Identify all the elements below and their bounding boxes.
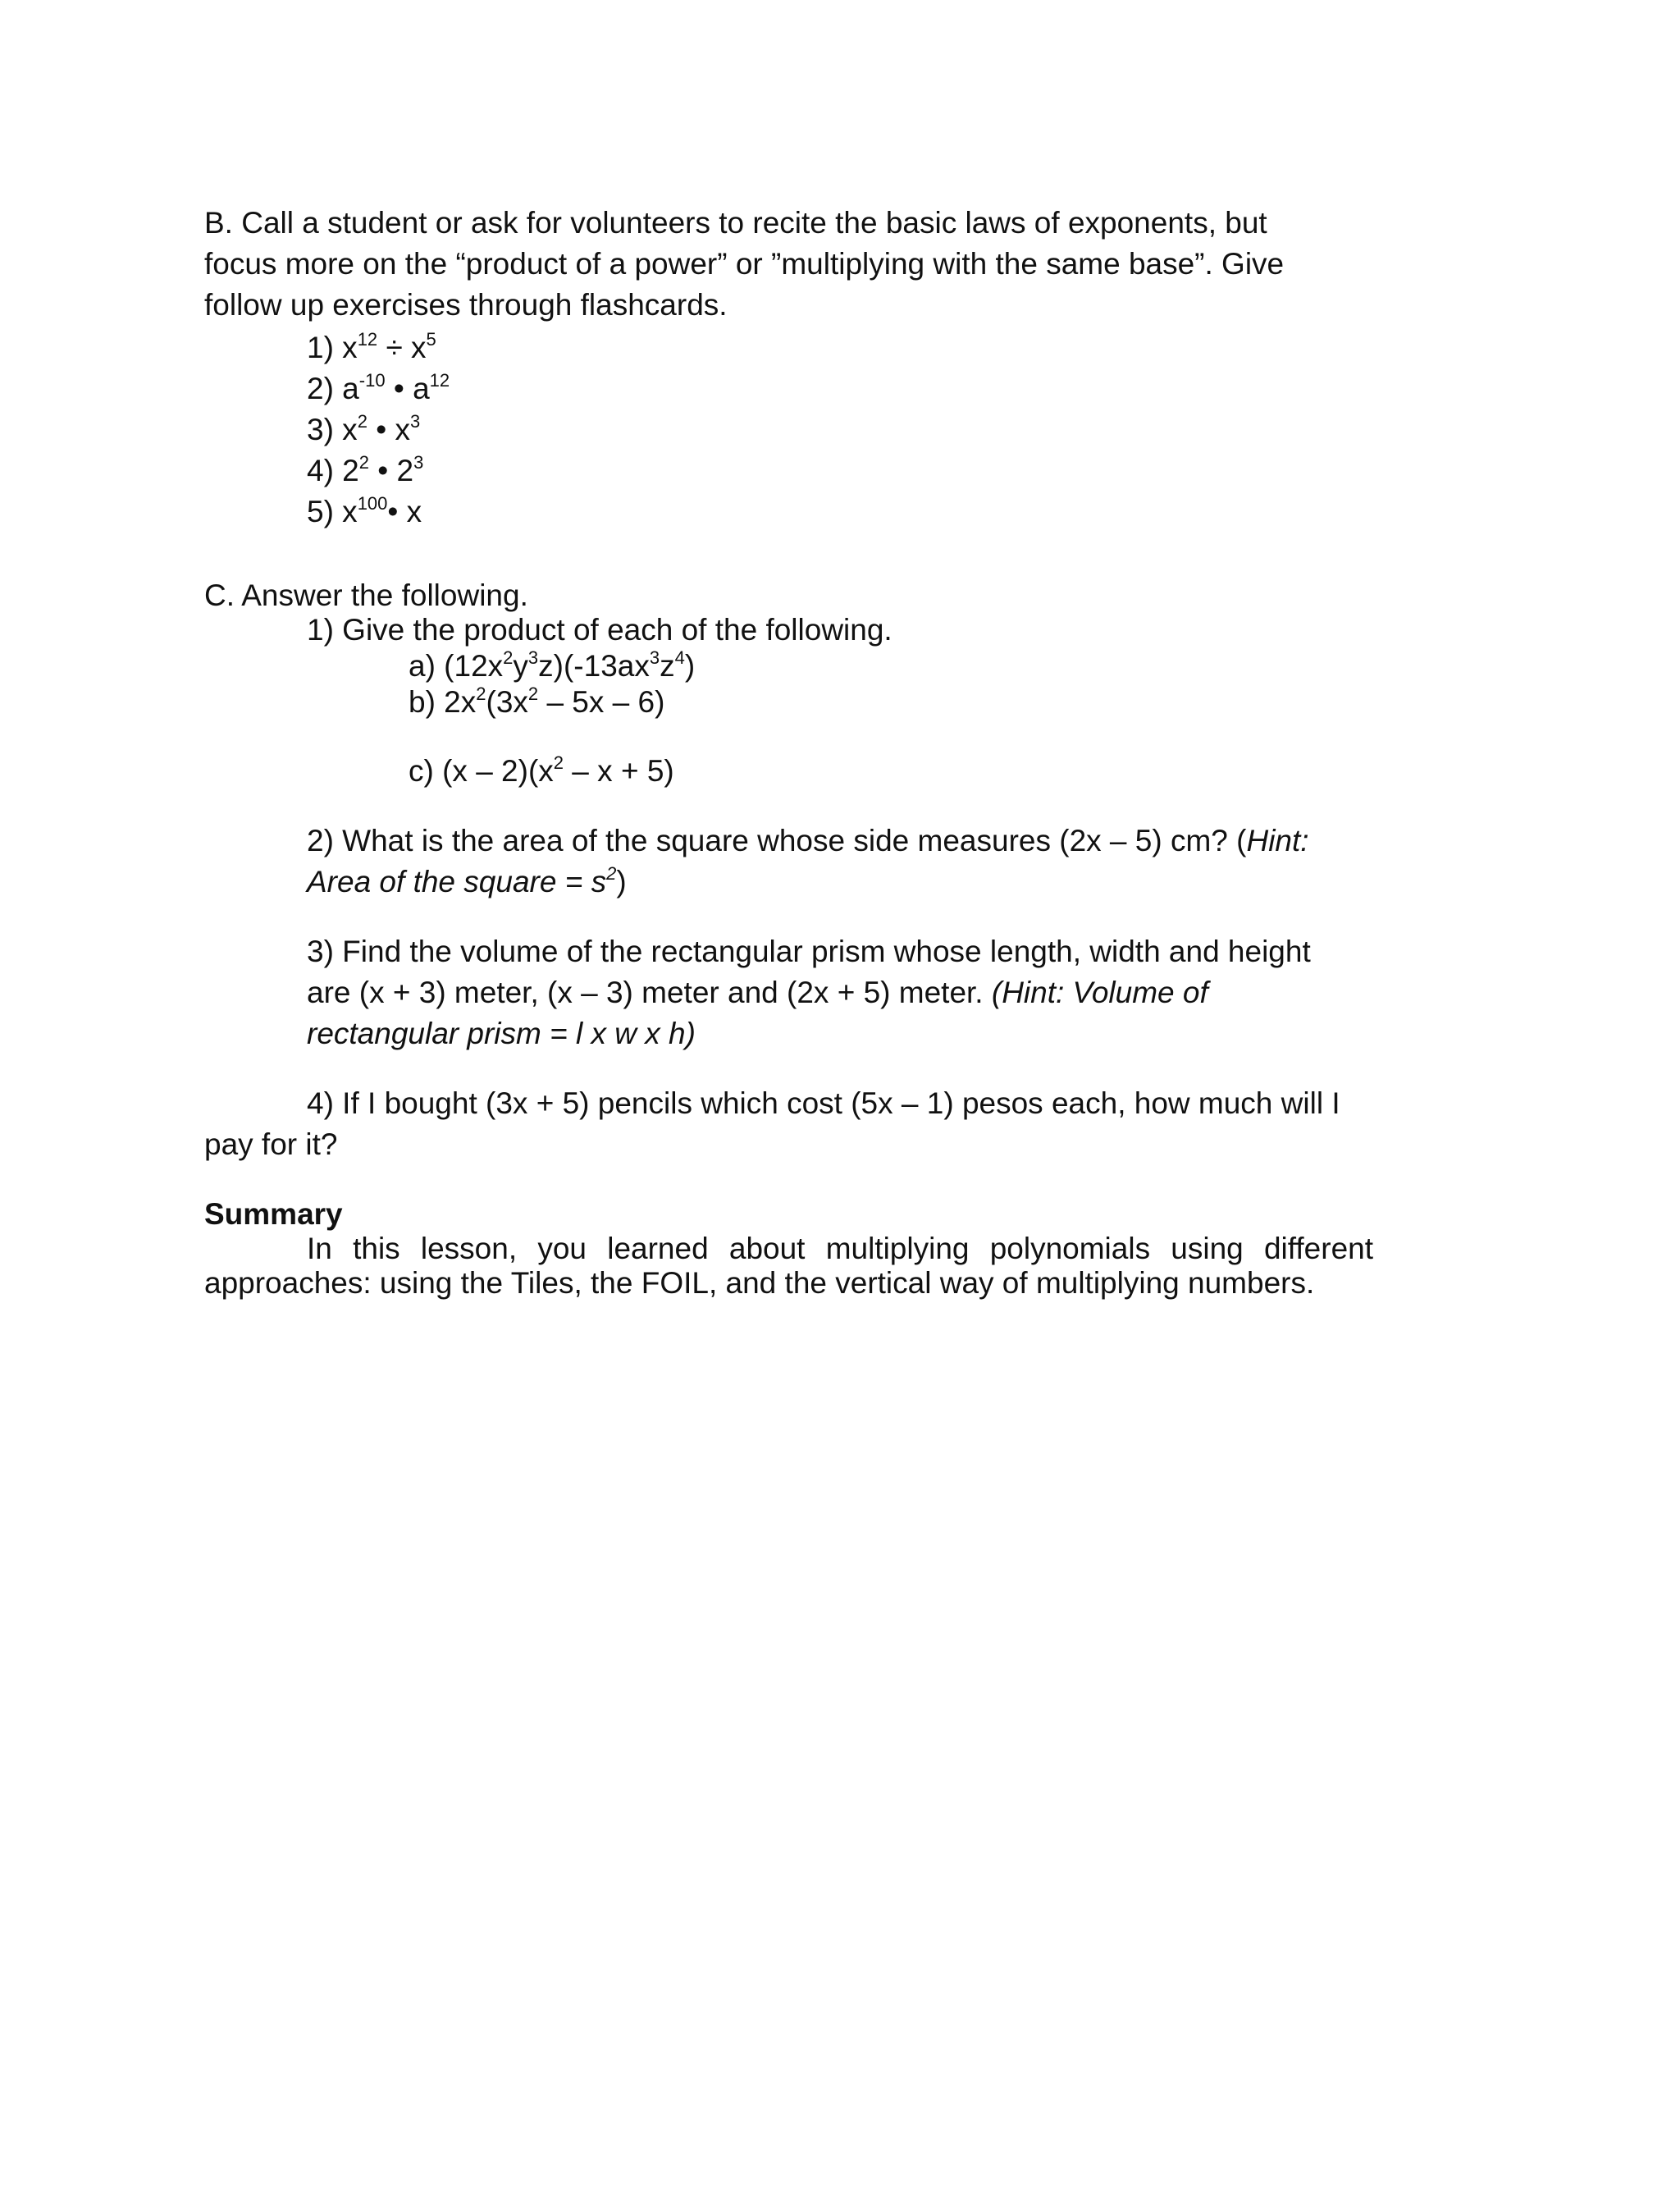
question-1: 1) Give the product of each of the following. <box>307 613 892 647</box>
flashcard-item: 5) $x^{100}•$ x <box>307 493 422 528</box>
flashcard-item: 3) $x^2$ • $x^3$ <box>307 411 421 446</box>
question-1b: b) $2x^2(3x^2 - 5x - 6)$ <box>409 684 665 719</box>
question-3-line-2: are (x + 3) meter, (x – 3) meter and (2x + 5) meter. (Hint: Volume of <box>307 976 1208 1009</box>
question-3-line-1: 3) Find the volume of the rectangular prism whose length, width and height <box>307 935 1311 968</box>
flashcard-item: 4) $2^2$ • $2^3$ <box>307 452 424 487</box>
question-3-line-3: rectangular prism = l x w x h) <box>307 1017 696 1050</box>
flashcard-item: 1) $x^{12} \div x^5$ <box>307 329 436 364</box>
question-4-line-2: pay for it? <box>204 1127 338 1161</box>
summary-line-2: approaches: using the Tiles, the FOIL, and the vertical way of multiplying numbers. <box>204 1266 1315 1300</box>
section-c-heading: C. Answer the following. <box>204 578 528 612</box>
question-1a: a) $(12x^2y^3z)(-13ax^3z^4)$ <box>409 647 696 683</box>
flashcard-item: 2) $a^{-10}$ • $a^{12}$ <box>307 370 450 405</box>
summary-heading: Summary <box>204 1197 343 1231</box>
question-1c: c) $(x - 2)(x^2 - x + 5)$ <box>409 752 674 788</box>
section-b-line-1: B. Call a student or ask for volunteers to recite the basic laws of exponents, but <box>204 206 1267 240</box>
question-2-line-1: 2) What is the area of the square whose side measures (2x – 5) cm? (Hint: <box>307 824 1309 857</box>
section-b-line-2: focus more on the “product of a power” or ”multiplying with the same base”. Give <box>204 247 1285 281</box>
question-4-line-1: 4) If I bought (3x + 5) pencils which cost (5x – 1) pesos each, how much will I <box>307 1086 1340 1120</box>
summary-line-1: In this lesson, you learned about multiplying polynomials using different <box>307 1232 1373 1265</box>
section-b-line-3: follow up exercises through flashcards. <box>204 288 728 322</box>
question-2-line-2: Area of the square = $s^2$) <box>307 863 627 898</box>
